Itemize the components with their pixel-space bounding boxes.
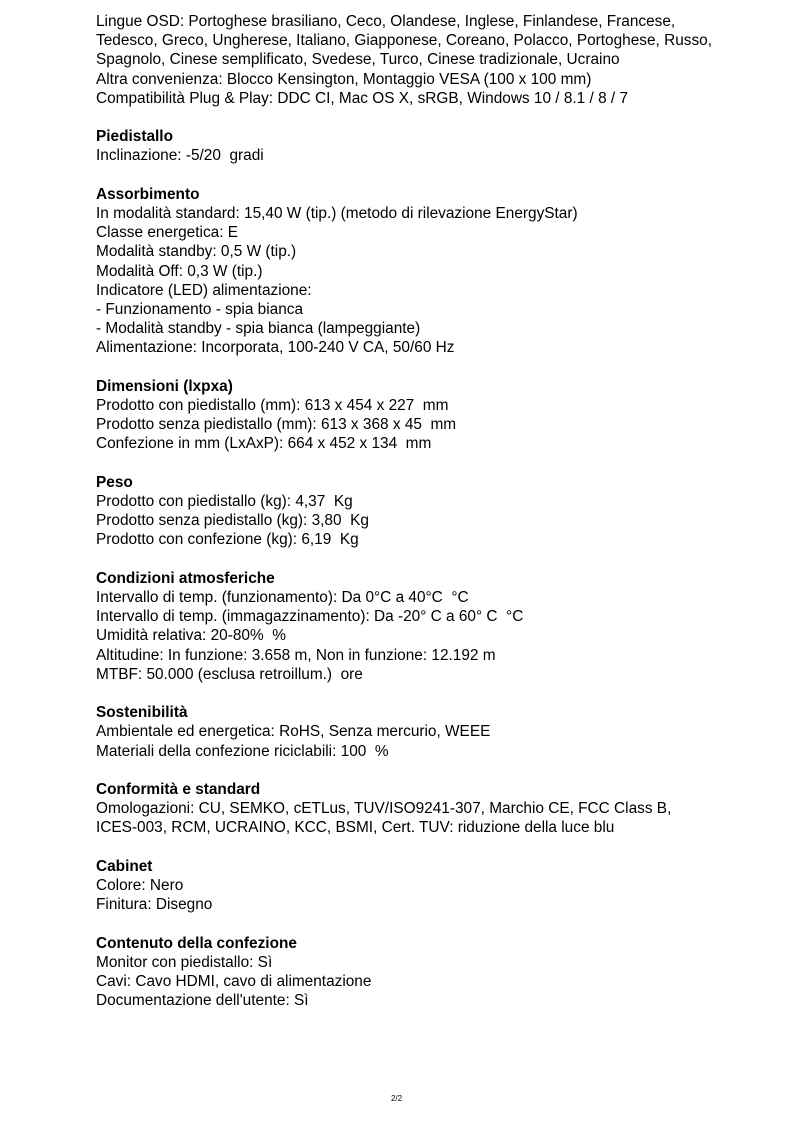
spacer <box>96 358 776 377</box>
section-heading: Piedistallo <box>96 128 173 146</box>
section-line: Prodotto con piedistallo (kg): 4,37 Kg <box>96 493 353 511</box>
section-condizioni-atmosferiche <box>96 569 776 684</box>
section-line: ICES-003, RCM, UCRAINO, KCC, BSMI, Cert. TUV: riduzione della luce blu <box>96 819 615 837</box>
spacer <box>96 914 776 933</box>
intro-line: Tedesco, Greco, Ungherese, Italiano, Giapponese, Coreano, Polacco, Portoghese, Russo, <box>96 32 712 50</box>
section-line: Materiali della confezione riciclabili: 100 % <box>96 742 389 760</box>
section-dimensioni <box>96 377 776 454</box>
section-heading: Peso <box>96 473 133 491</box>
spacer <box>96 454 776 473</box>
section-line: Finitura: Disegno <box>96 896 213 914</box>
section-peso <box>96 473 776 550</box>
section-line: In modalità standard: 15,40 W (tip.) (metodo di rilevazione EnergyStar) <box>96 205 578 222</box>
section-line: Umidità relativa: 20-80% % <box>96 627 286 645</box>
section-line: Prodotto con piedistallo (mm): 613 x 454 x 227 mm <box>96 397 449 415</box>
section-line: Modalità Off: 0,3 W (tip.) <box>96 262 263 280</box>
document-body <box>96 12 776 1010</box>
intro-line: Lingue OSD: Portoghese brasiliano, Ceco, Olandese, Inglese, Finlandese, Francese, <box>96 13 676 30</box>
section-line: Confezione in mm (LxAxP): 664 x 452 x 134 mm <box>96 435 432 453</box>
section-line: Intervallo di temp. (funzionamento): Da 0°C a 40°C °C <box>96 589 469 607</box>
intro-line: Compatibilità Plug & Play: DDC CI, Mac OS X, sRGB, Windows 10 / 8.1 / 8 / 7 <box>96 89 629 107</box>
section-heading: Cabinet <box>96 857 153 875</box>
section-line: Classe energetica: E <box>96 224 239 242</box>
section-heading: Condizioni atmosferiche <box>96 569 275 587</box>
section-conformita <box>96 780 776 838</box>
intro-line: Altra convenienza: Blocco Kensington, Montaggio VESA (100 x 100 mm) <box>96 70 592 88</box>
spacer <box>96 550 776 569</box>
section-line: Prodotto senza piedistallo (kg): 3,80 Kg <box>96 512 369 530</box>
section-line: Colore: Nero <box>96 877 184 895</box>
section-heading: Conformità e standard <box>96 781 261 799</box>
intro-line: Spagnolo, Cinese semplificato, Svedese, Turco, Cinese tradizionale, Ucraino <box>96 51 620 69</box>
section-heading: Dimensioni (lxpxa) <box>96 377 233 395</box>
spacer <box>96 838 776 857</box>
section-heading: Assorbimento <box>96 185 200 203</box>
section-line: Modalità standby: 0,5 W (tip.) <box>96 243 297 261</box>
section-line: Intervallo di temp. (immagazzinamento): Da -20° C a 60° C °C <box>96 608 524 626</box>
spacer <box>96 761 776 780</box>
section-assorbimento <box>96 185 776 358</box>
page-number: 2/2 <box>390 1094 403 1103</box>
spacer <box>96 684 776 703</box>
section-line: Prodotto con confezione (kg): 6,19 Kg <box>96 531 359 549</box>
section-sostenibilita <box>96 703 776 761</box>
section-line: Indicatore (LED) alimentazione: <box>96 281 312 299</box>
section-line: Ambientale ed energetica: RoHS, Senza mercurio, WEEE <box>96 723 491 741</box>
section-line: Alimentazione: Incorporata, 100-240 V CA, 50/60 Hz <box>96 339 455 357</box>
section-line: Prodotto senza piedistallo (mm): 613 x 368 x 45 mm <box>96 416 457 434</box>
section-line: Documentazione dell'utente: Sì <box>96 992 309 1010</box>
spacer <box>96 108 776 127</box>
section-heading: Sostenibilità <box>96 704 188 722</box>
section-piedistallo <box>96 127 776 165</box>
intro-block <box>96 12 776 108</box>
section-line: Altitudine: In funzione: 3.658 m, Non in funzione: 12.192 m <box>96 646 496 664</box>
section-cabinet <box>96 857 776 915</box>
section-contenuto-confezione <box>96 934 776 1011</box>
section-line: Inclinazione: -5/20 gradi <box>96 147 264 165</box>
section-heading: Contenuto della confezione <box>96 934 297 952</box>
spacer <box>96 166 776 185</box>
section-line: - Modalità standby - spia bianca (lampeggiante) <box>96 320 421 338</box>
section-line: Monitor con piedistallo: Sì <box>96 953 273 971</box>
section-line: - Funzionamento - spia bianca <box>96 301 304 319</box>
section-line: MTBF: 50.000 (esclusa retroillum.) ore <box>96 665 363 683</box>
section-line: Cavi: Cavo HDMI, cavo di alimentazione <box>96 973 372 991</box>
section-line: Omologazioni: CU, SEMKO, cETLus, TUV/ISO9241-307, Marchio CE, FCC Class B, <box>96 800 672 818</box>
